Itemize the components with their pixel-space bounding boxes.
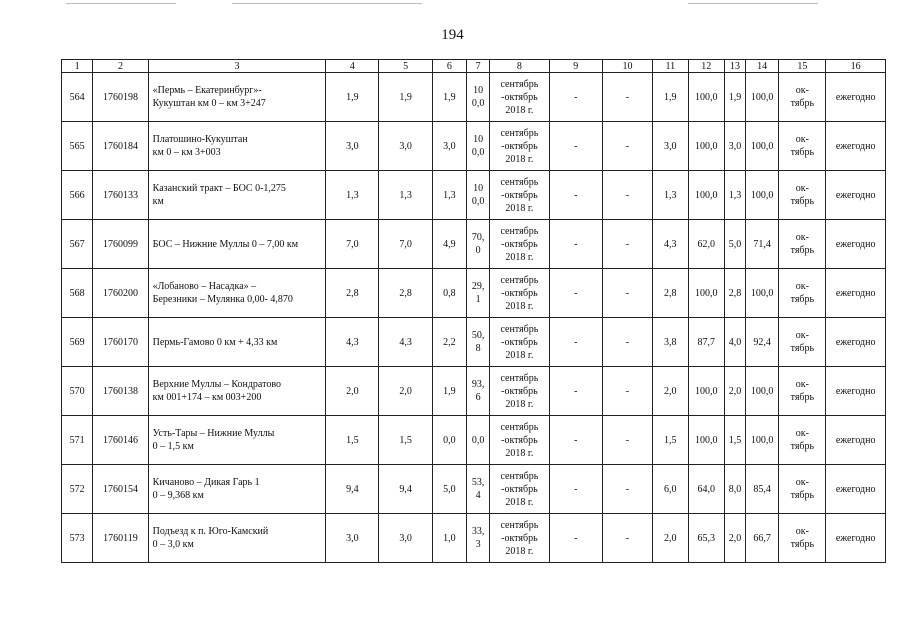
percent-col7: 70,0	[467, 220, 490, 269]
frequency-col16: ежегодно	[826, 220, 886, 269]
percent-col14: 71,4	[745, 220, 778, 269]
road-name: Платошино-Кукуштан км 0 – км 3+003	[148, 122, 326, 171]
table-row	[62, 122, 886, 171]
value-col5: 2,0	[379, 367, 432, 416]
percent-col7: 33,3	[467, 514, 490, 563]
value-col13: 2,0	[725, 367, 746, 416]
frequency-col16: ежегодно	[826, 514, 886, 563]
column-header: 10	[602, 60, 652, 73]
percent-col7: 29,1	[467, 269, 490, 318]
value-col9: -	[549, 122, 602, 171]
period-col8: сентябрь -октябрь 2018 г.	[490, 220, 550, 269]
value-col11: 3,0	[653, 122, 689, 171]
frequency-col16: ежегодно	[826, 73, 886, 122]
value-col10: -	[602, 416, 652, 465]
period-col8: сентябрь -октябрь 2018 г.	[490, 122, 550, 171]
value-col9: -	[549, 416, 602, 465]
column-header: 11	[653, 60, 689, 73]
percent-col14: 100,0	[745, 171, 778, 220]
column-header: 3	[148, 60, 326, 73]
month-col15: ок- тябрь	[779, 465, 826, 514]
value-col11: 1,5	[653, 416, 689, 465]
percent-col12: 100,0	[688, 73, 725, 122]
column-header: 6	[432, 60, 466, 73]
table-row	[62, 171, 886, 220]
value-col6: 1,9	[432, 73, 466, 122]
value-col10: -	[602, 465, 652, 514]
period-col8: сентябрь -октябрь 2018 г.	[490, 514, 550, 563]
road-code: 1760170	[93, 318, 148, 367]
percent-col12: 64,0	[688, 465, 725, 514]
row-number: 573	[62, 514, 93, 563]
value-col6: 3,0	[432, 122, 466, 171]
row-number: 569	[62, 318, 93, 367]
frequency-col16: ежегодно	[826, 318, 886, 367]
value-col4: 7,0	[326, 220, 379, 269]
column-header: 4	[326, 60, 379, 73]
period-col8: сентябрь -октябрь 2018 г.	[490, 367, 550, 416]
road-name: Усть-Тары – Нижние Муллы 0 – 1,5 км	[148, 416, 326, 465]
value-col10: -	[602, 367, 652, 416]
value-col4: 3,0	[326, 514, 379, 563]
value-col4: 2,0	[326, 367, 379, 416]
value-col11: 6,0	[653, 465, 689, 514]
value-col6: 0,0	[432, 416, 466, 465]
value-col4: 1,3	[326, 171, 379, 220]
percent-col14: 66,7	[745, 514, 778, 563]
road-name: БОС – Нижние Муллы 0 – 7,00 км	[148, 220, 326, 269]
percent-col14: 100,0	[745, 416, 778, 465]
column-header: 8	[490, 60, 550, 73]
value-col11: 3,8	[653, 318, 689, 367]
value-col9: -	[549, 220, 602, 269]
column-header: 2	[93, 60, 148, 73]
value-col10: -	[602, 220, 652, 269]
value-col13: 8,0	[725, 465, 746, 514]
road-code: 1760133	[93, 171, 148, 220]
month-col15: ок- тябрь	[779, 416, 826, 465]
percent-col7: 93,6	[467, 367, 490, 416]
value-col5: 7,0	[379, 220, 432, 269]
percent-col7: 100,0	[467, 122, 490, 171]
percent-col14: 100,0	[745, 122, 778, 171]
top-rule-mid	[232, 3, 422, 4]
percent-col12: 100,0	[688, 171, 725, 220]
month-col15: ок- тябрь	[779, 269, 826, 318]
value-col10: -	[602, 73, 652, 122]
frequency-col16: ежегодно	[826, 122, 886, 171]
row-number: 571	[62, 416, 93, 465]
table-row	[62, 220, 886, 269]
row-number: 570	[62, 367, 93, 416]
value-col11: 2,0	[653, 514, 689, 563]
value-col5: 9,4	[379, 465, 432, 514]
value-col10: -	[602, 269, 652, 318]
percent-col12: 100,0	[688, 367, 725, 416]
value-col6: 5,0	[432, 465, 466, 514]
value-col13: 1,5	[725, 416, 746, 465]
percent-col7: 50,8	[467, 318, 490, 367]
value-col4: 1,5	[326, 416, 379, 465]
row-number: 572	[62, 465, 93, 514]
road-code: 1760138	[93, 367, 148, 416]
month-col15: ок- тябрь	[779, 122, 826, 171]
road-code: 1760099	[93, 220, 148, 269]
value-col6: 1,3	[432, 171, 466, 220]
value-col4: 4,3	[326, 318, 379, 367]
value-col9: -	[549, 465, 602, 514]
frequency-col16: ежегодно	[826, 465, 886, 514]
road-name: Кичаново – Дикая Гарь 1 0 – 9,368 км	[148, 465, 326, 514]
road-code: 1760119	[93, 514, 148, 563]
road-code: 1760146	[93, 416, 148, 465]
road-name: Подъезд к п. Юго-Камский 0 – 3,0 км	[148, 514, 326, 563]
value-col9: -	[549, 171, 602, 220]
column-header: 1	[62, 60, 93, 73]
value-col11: 1,3	[653, 171, 689, 220]
frequency-col16: ежегодно	[826, 269, 886, 318]
row-number: 564	[62, 73, 93, 122]
value-col9: -	[549, 318, 602, 367]
value-col6: 1,9	[432, 367, 466, 416]
percent-col14: 100,0	[745, 269, 778, 318]
road-code: 1760200	[93, 269, 148, 318]
value-col6: 1,0	[432, 514, 466, 563]
period-col8: сентябрь -октябрь 2018 г.	[490, 318, 550, 367]
value-col4: 2,8	[326, 269, 379, 318]
value-col5: 3,0	[379, 122, 432, 171]
value-col13: 5,0	[725, 220, 746, 269]
value-col9: -	[549, 269, 602, 318]
road-name: Верхние Муллы – Кондратово км 001+174 – км 003+200	[148, 367, 326, 416]
value-col4: 9,4	[326, 465, 379, 514]
column-header: 12	[688, 60, 725, 73]
page-number: 194	[441, 27, 464, 43]
percent-col12: 65,3	[688, 514, 725, 563]
road-code: 1760154	[93, 465, 148, 514]
table-row	[62, 73, 886, 122]
value-col11: 2,0	[653, 367, 689, 416]
column-header: 15	[779, 60, 826, 73]
month-col15: ок- тябрь	[779, 318, 826, 367]
value-col10: -	[602, 122, 652, 171]
period-col8: сентябрь -октябрь 2018 г.	[490, 416, 550, 465]
value-col11: 4,3	[653, 220, 689, 269]
value-col9: -	[549, 367, 602, 416]
percent-col7: 100,0	[467, 171, 490, 220]
value-col5: 3,0	[379, 514, 432, 563]
value-col13: 2,0	[725, 514, 746, 563]
value-col9: -	[549, 514, 602, 563]
table-row	[62, 318, 886, 367]
value-col13: 2,8	[725, 269, 746, 318]
road-name: Пермь-Гамово 0 км + 4,33 км	[148, 318, 326, 367]
frequency-col16: ежегодно	[826, 171, 886, 220]
table-row	[62, 514, 886, 563]
table-row	[62, 416, 886, 465]
value-col11: 1,9	[653, 73, 689, 122]
road-name: «Пермь – Екатеринбург»- Кукуштан км 0 – км 3+247	[148, 73, 326, 122]
percent-col12: 87,7	[688, 318, 725, 367]
table-row	[62, 465, 886, 514]
value-col5: 1,3	[379, 171, 432, 220]
value-col4: 3,0	[326, 122, 379, 171]
value-col6: 2,2	[432, 318, 466, 367]
column-header: 5	[379, 60, 432, 73]
month-col15: ок- тябрь	[779, 514, 826, 563]
value-col13: 3,0	[725, 122, 746, 171]
percent-col14: 100,0	[745, 73, 778, 122]
value-col10: -	[602, 318, 652, 367]
value-col11: 2,8	[653, 269, 689, 318]
top-rule-left	[66, 3, 176, 4]
value-col9: -	[549, 73, 602, 122]
road-code: 1760184	[93, 122, 148, 171]
period-col8: сентябрь -октябрь 2018 г.	[490, 269, 550, 318]
row-number: 567	[62, 220, 93, 269]
percent-col14: 92,4	[745, 318, 778, 367]
column-header: 9	[549, 60, 602, 73]
column-header: 16	[826, 60, 886, 73]
table-row	[62, 269, 886, 318]
road-code: 1760198	[93, 73, 148, 122]
value-col5: 4,3	[379, 318, 432, 367]
value-col5: 2,8	[379, 269, 432, 318]
percent-col7: 53,4	[467, 465, 490, 514]
value-col4: 1,9	[326, 73, 379, 122]
value-col5: 1,5	[379, 416, 432, 465]
value-col10: -	[602, 514, 652, 563]
column-header: 13	[725, 60, 746, 73]
column-header: 14	[745, 60, 778, 73]
month-col15: ок- тябрь	[779, 73, 826, 122]
row-number: 566	[62, 171, 93, 220]
month-col15: ок- тябрь	[779, 220, 826, 269]
frequency-col16: ежегодно	[826, 367, 886, 416]
percent-col12: 100,0	[688, 416, 725, 465]
row-number: 568	[62, 269, 93, 318]
top-rule-right	[688, 3, 818, 4]
percent-col7: 100,0	[467, 73, 490, 122]
percent-col12: 62,0	[688, 220, 725, 269]
percent-col14: 100,0	[745, 367, 778, 416]
percent-col12: 100,0	[688, 122, 725, 171]
header-row	[62, 60, 886, 73]
value-col10: -	[602, 171, 652, 220]
percent-col7: 0,0	[467, 416, 490, 465]
road-name: Казанский тракт – БОС 0-1,275 км	[148, 171, 326, 220]
month-col15: ок- тябрь	[779, 367, 826, 416]
value-col5: 1,9	[379, 73, 432, 122]
month-col15: ок- тябрь	[779, 171, 826, 220]
data-table	[61, 59, 886, 563]
value-col13: 4,0	[725, 318, 746, 367]
percent-col14: 85,4	[745, 465, 778, 514]
value-col13: 1,3	[725, 171, 746, 220]
row-number: 565	[62, 122, 93, 171]
column-header: 7	[467, 60, 490, 73]
value-col6: 4,9	[432, 220, 466, 269]
table-body	[62, 73, 886, 563]
value-col6: 0,8	[432, 269, 466, 318]
table-row	[62, 367, 886, 416]
percent-col12: 100,0	[688, 269, 725, 318]
road-name: «Лобаново – Насадка» – Березники – Мулянка 0,00- 4,870	[148, 269, 326, 318]
period-col8: сентябрь -октябрь 2018 г.	[490, 465, 550, 514]
value-col13: 1,9	[725, 73, 746, 122]
frequency-col16: ежегодно	[826, 416, 886, 465]
period-col8: сентябрь -октябрь 2018 г.	[490, 171, 550, 220]
period-col8: сентябрь -октябрь 2018 г.	[490, 73, 550, 122]
